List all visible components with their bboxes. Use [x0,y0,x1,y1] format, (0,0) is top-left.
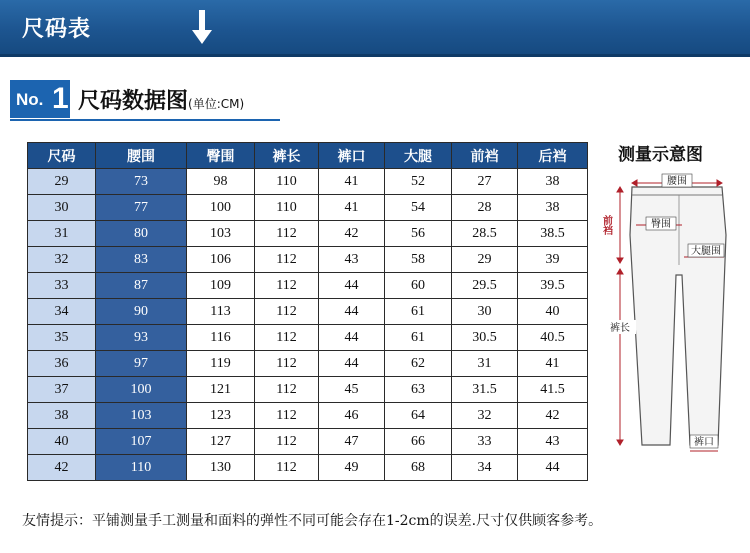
footer-note: 友情提示：平铺测量手工测量和面料的弹性不同可能会存在1-2cm的误差.尺寸仅供顾客参考。 [22,513,603,529]
table-cell: 40.5 [518,325,588,351]
table-cell: 68 [385,455,452,481]
table-cell: 44 [319,273,385,299]
table-cell: 73 [96,169,187,195]
front-rise-measure [617,187,623,263]
table-cell: 46 [319,403,385,429]
table-header-row [28,143,588,169]
header-waist: 腰围 [96,143,187,169]
table-cell: 112 [255,299,319,325]
table-cell: 110 [255,195,319,221]
table-cell: 41 [518,351,588,377]
diagram-title: 测量示意图 [618,145,703,165]
table-cell: 45 [319,377,385,403]
table-cell: 107 [96,429,187,455]
front-rise-label [601,214,614,236]
size-table [27,142,588,481]
table-cell: 80 [96,221,187,247]
table-cell: 112 [255,325,319,351]
table-cell: 28.5 [452,221,518,247]
table-cell: 31.5 [452,377,518,403]
table-cell: 32 [452,403,518,429]
table-cell: 39 [518,247,588,273]
table-cell: 47 [319,429,385,455]
table-cell: 49 [319,455,385,481]
table-cell: 119 [187,351,255,377]
table-cell: 60 [385,273,452,299]
header-hip: 臀围 [187,143,255,169]
table-cell: 130 [187,455,255,481]
table-row [28,247,588,273]
thigh-label: 大腿围 [691,246,721,257]
table-cell: 27 [452,169,518,195]
table-cell: 30 [452,299,518,325]
table-cell: 103 [96,403,187,429]
table-cell: 34 [452,455,518,481]
table-cell: 112 [255,351,319,377]
table-cell: 33 [452,429,518,455]
table-row [28,325,588,351]
length-measure [617,269,623,445]
table-cell: 112 [255,377,319,403]
table-cell: 54 [385,195,452,221]
table-cell: 112 [255,403,319,429]
table-cell: 42 [28,455,96,481]
front-rise-label-text: 前裆 [600,215,612,235]
banner-title: 尺码表 [22,17,92,42]
table-cell: 41.5 [518,377,588,403]
table-cell: 44 [319,325,385,351]
header-front-rise: 前裆 [452,143,518,169]
table-cell: 62 [385,351,452,377]
length-label: 裤长 [610,323,630,334]
table-row [28,351,588,377]
table-cell: 29 [28,169,96,195]
table-cell: 66 [385,429,452,455]
table-row [28,403,588,429]
table-cell: 31 [452,351,518,377]
table-cell: 36 [28,351,96,377]
table-cell: 40 [28,429,96,455]
section-number-badge [10,80,70,118]
section-title [78,84,244,115]
pants-measurement-diagram [590,165,740,465]
table-cell: 38 [28,403,96,429]
table-cell: 112 [255,455,319,481]
down-arrow-icon [190,10,214,46]
waist-label: 腰围 [667,176,687,187]
table-cell: 109 [187,273,255,299]
header-hem: 裤口 [319,143,385,169]
table-body [28,169,588,481]
table-cell: 38 [518,195,588,221]
top-banner [0,0,750,57]
table-row [28,299,588,325]
table-cell: 43 [319,247,385,273]
table-cell: 100 [187,195,255,221]
table-row [28,455,588,481]
table-cell: 29.5 [452,273,518,299]
table-cell: 33 [28,273,96,299]
table-cell: 44 [319,351,385,377]
table-cell: 61 [385,299,452,325]
header-length: 裤长 [255,143,319,169]
table-cell: 127 [187,429,255,455]
table-cell: 39.5 [518,273,588,299]
table-cell: 32 [28,247,96,273]
table-cell: 42 [518,403,588,429]
table-cell: 34 [28,299,96,325]
table-row [28,169,588,195]
table-cell: 29 [452,247,518,273]
table-cell: 56 [385,221,452,247]
table-row [28,195,588,221]
table-row [28,377,588,403]
badge-prefix: No. [16,90,44,109]
table-cell: 61 [385,325,452,351]
table-cell: 121 [187,377,255,403]
table-cell: 58 [385,247,452,273]
section-unit: (单位:CM) [188,97,245,111]
table-cell: 77 [96,195,187,221]
table-cell: 52 [385,169,452,195]
header-thigh: 大腿 [385,143,452,169]
table-cell: 87 [96,273,187,299]
table-cell: 43 [518,429,588,455]
table-cell: 44 [319,299,385,325]
table-cell: 83 [96,247,187,273]
table-cell: 112 [255,429,319,455]
table-cell: 63 [385,377,452,403]
table-cell: 113 [187,299,255,325]
table-cell: 123 [187,403,255,429]
table-row [28,221,588,247]
table-cell: 41 [319,169,385,195]
table-cell: 116 [187,325,255,351]
table-cell: 30 [28,195,96,221]
table-row [28,273,588,299]
header-back-rise: 后裆 [518,143,588,169]
table-cell: 100 [96,377,187,403]
table-cell: 106 [187,247,255,273]
table-cell: 38 [518,169,588,195]
header-size: 尺码 [28,143,96,169]
table-row [28,429,588,455]
table-cell: 40 [518,299,588,325]
section-divider [10,119,280,121]
table-cell: 41 [319,195,385,221]
section-title-text: 尺码数据图 [78,89,189,114]
table-cell: 110 [96,455,187,481]
table-cell: 37 [28,377,96,403]
table-cell: 112 [255,247,319,273]
badge-number: 1 [52,82,69,115]
hem-label: 裤口 [694,437,714,448]
table-cell: 64 [385,403,452,429]
table-cell: 110 [255,169,319,195]
table-cell: 44 [518,455,588,481]
pants-outline [630,187,726,445]
hip-label: 臀围 [651,219,671,230]
table-cell: 90 [96,299,187,325]
table-cell: 35 [28,325,96,351]
table-cell: 38.5 [518,221,588,247]
table-cell: 42 [319,221,385,247]
table-cell: 31 [28,221,96,247]
table-cell: 112 [255,221,319,247]
table-cell: 93 [96,325,187,351]
pants-shape [630,187,726,445]
table-cell: 98 [187,169,255,195]
table-cell: 103 [187,221,255,247]
table-cell: 112 [255,273,319,299]
table-cell: 97 [96,351,187,377]
table-cell: 28 [452,195,518,221]
table-cell: 30.5 [452,325,518,351]
